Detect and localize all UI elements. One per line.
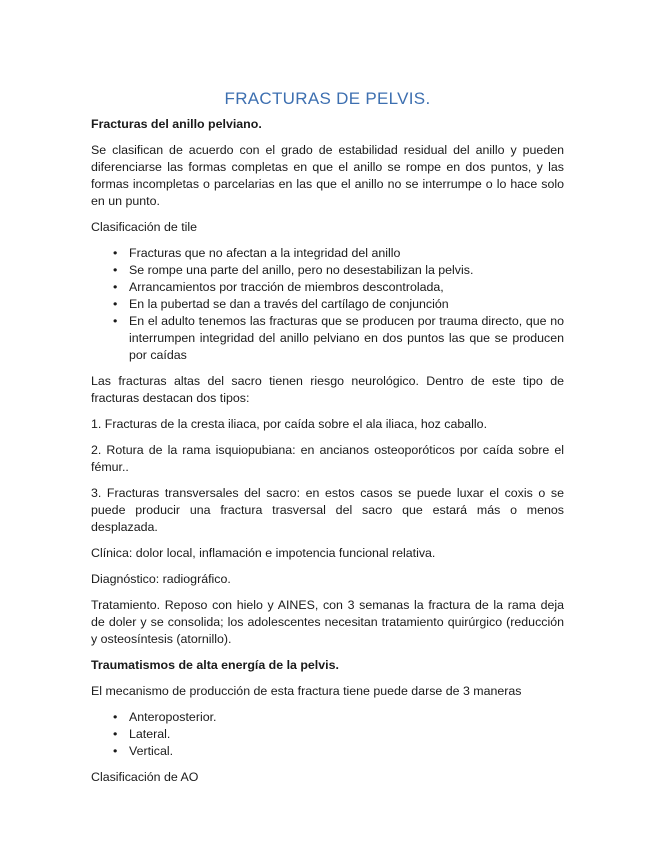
list-item-text: En la pubertad se dan a través del cartílago de conjunción: [129, 297, 449, 311]
bullet-icon: •: [113, 297, 118, 311]
list-item-text: Anteroposterior.: [129, 710, 217, 724]
section-heading-alta-energia: Traumatismos de alta energía de la pelvis.: [91, 658, 339, 672]
tile-bullet-list: [91, 245, 564, 364]
list-item: [91, 279, 564, 296]
list-item: [91, 726, 564, 743]
paragraph-item-3: 3. Fracturas transversales del sacro: en estos casos se puede luxar el coxis o se puede producir una fractura trasversal del sacro que estará más o menos desplazada.: [91, 486, 564, 534]
paragraph-intro: Se clasifican de acuerdo con el grado de estabilidad residual del anillo y pueden diferenciarse las formas completas en que el anillo se rompe en dos puntos, y las formas incompletas o parcelarias en las que el anillo no se interrumpe o lo hace solo en un punto.: [91, 143, 564, 208]
paragraph-diagnostico: Diagnóstico: radiográfico.: [91, 572, 231, 586]
bullet-icon: •: [113, 314, 118, 328]
list-item: [91, 262, 564, 279]
document-page: [91, 88, 564, 795]
list-item: [91, 743, 564, 760]
page-title: FRACTURAS DE PELVIS.: [224, 89, 431, 108]
bullet-icon: •: [113, 744, 118, 758]
list-item-text: Se rompe una parte del anillo, pero no desestabilizan la pelvis.: [129, 263, 474, 277]
bullet-icon: •: [113, 263, 118, 277]
paragraph-item-1: 1. Fracturas de la cresta iliaca, por caída sobre el ala iliaca, hoz caballo.: [91, 417, 488, 431]
paragraph-mecanismo: El mecanismo de producción de esta fractura tiene puede darse de 3 maneras: [91, 684, 522, 698]
list-item-text: En el adulto tenemos las fracturas que se producen por trauma directo, que no interrumpen integridad del anillo pelviano en dos puntos las que se producen por caídas: [129, 314, 564, 362]
list-item-text: Vertical.: [129, 744, 174, 758]
list-item: [91, 313, 564, 364]
list-item: [91, 245, 564, 262]
classification-tile-label: Clasificación de tile: [91, 220, 198, 234]
bullet-icon: •: [113, 727, 118, 741]
list-item-text: Arrancamientos por tracción de miembros descontrolada,: [129, 280, 444, 294]
list-item-text: Lateral.: [129, 727, 171, 741]
list-item: [91, 709, 564, 726]
section-heading-anillo: Fracturas del anillo pelviano.: [91, 117, 262, 131]
classification-ao-label: Clasificación de AO: [91, 770, 199, 784]
paragraph-tratamiento: Tratamiento. Reposo con hielo y AINES, con 3 semanas la fractura de la rama deja de doler y se consolida; los adolescentes necesitan tratamiento quirúrgico (reducción y osteosíntesis (atornillo).: [91, 598, 564, 646]
paragraph-item-2: 2. Rotura de la rama isquiopubiana: en ancianos osteoporóticos por caída sobre el fémur..: [91, 443, 564, 474]
bullet-icon: •: [113, 280, 118, 294]
list-item: [91, 296, 564, 313]
bullet-icon: •: [113, 246, 118, 260]
paragraph-clinica: Clínica: dolor local, inflamación e impotencia funcional relativa.: [91, 546, 436, 560]
list-item-text: Fracturas que no afectan a la integridad del anillo: [129, 246, 401, 260]
bullet-icon: •: [113, 710, 118, 724]
paragraph-sacro: Las fracturas altas del sacro tienen riesgo neurológico. Dentro de este tipo de fracturas destacan dos tipos:: [91, 374, 564, 405]
mechanism-bullet-list: [91, 709, 564, 760]
